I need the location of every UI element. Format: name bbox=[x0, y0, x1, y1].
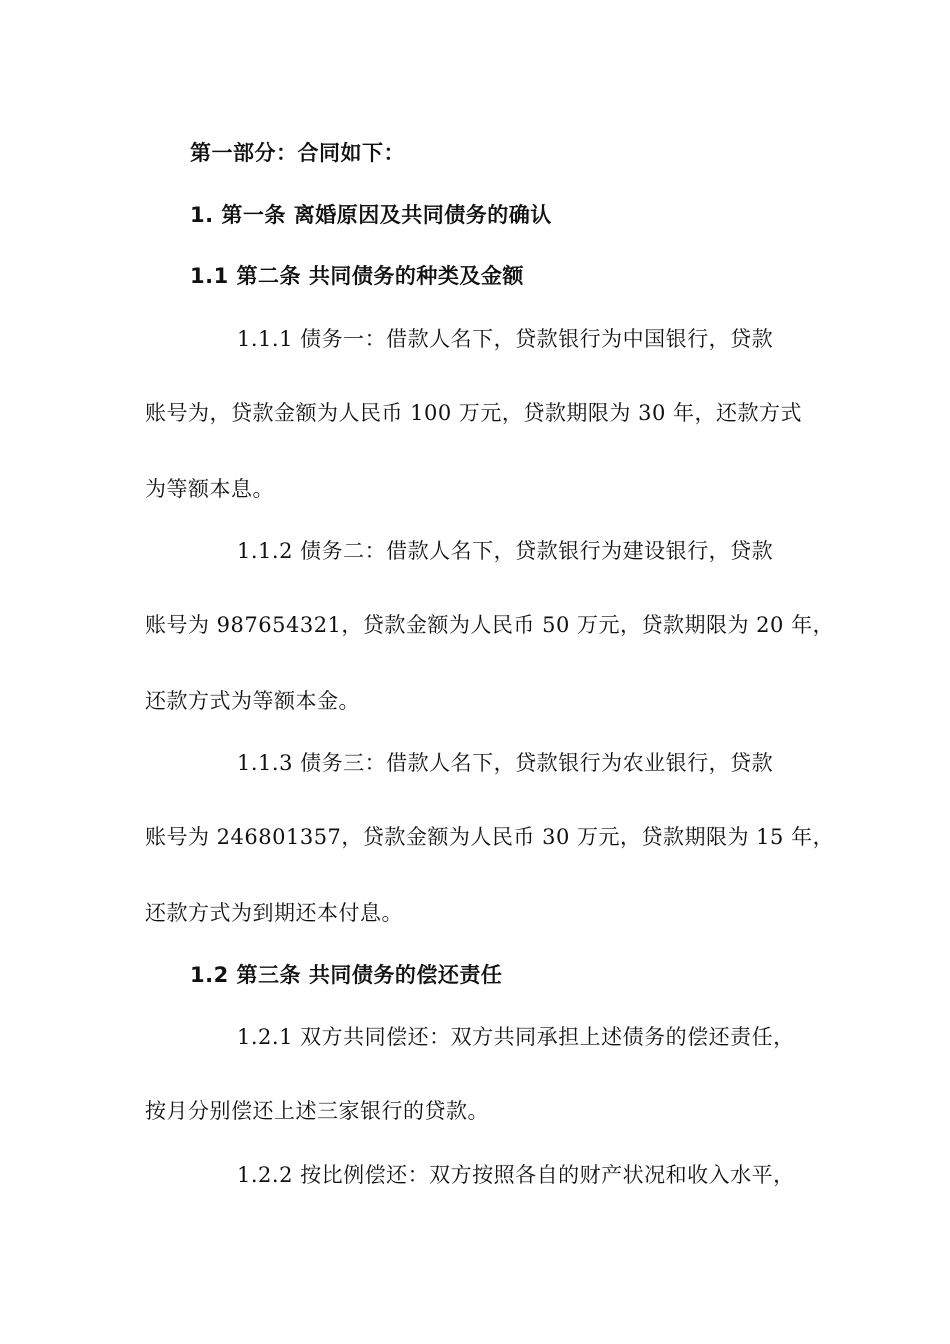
repay-1-line-2: 按月分别偿还上述三家银行的贷款。 bbox=[145, 1099, 489, 1123]
debt-2-line-1: 1.1.2 债务二：借款人名下，贷款银行为建设银行，贷款 bbox=[237, 539, 774, 563]
debt-3-line-1: 1.1.3 债务三：借款人名下，贷款银行为农业银行，贷款 bbox=[237, 751, 774, 775]
debt-1-line-2: 账号为，贷款金额为人民币 100 万元，贷款期限为 30 年，还款方式 bbox=[145, 401, 803, 425]
part-heading: 第一部分：合同如下： bbox=[190, 141, 405, 165]
repay-1-line-1: 1.2.1 双方共同偿还：双方共同承担上述债务的偿还责任， bbox=[237, 1025, 795, 1049]
debt-3-line-2: 账号为 246801357，贷款金额为人民币 30 万元，贷款期限为 15 年， bbox=[145, 825, 835, 849]
debt-1-line-3: 为等额本息。 bbox=[145, 477, 274, 501]
article-1-heading: 1. 第一条 离婚原因及共同债务的确认 bbox=[190, 203, 552, 227]
debt-1-line-1: 1.1.1 债务一：借款人名下，贷款银行为中国银行，贷款 bbox=[237, 327, 774, 351]
debt-2-line-2: 账号为 987654321，贷款金额为人民币 50 万元，贷款期限为 20 年， bbox=[145, 613, 835, 637]
debt-3-line-3: 还款方式为到期还本付息。 bbox=[145, 901, 403, 925]
repay-2-line-1: 1.2.2 按比例偿还：双方按照各自的财产状况和收入水平， bbox=[237, 1163, 795, 1187]
article-1-1-heading: 1.1 第二条 共同债务的种类及金额 bbox=[190, 264, 524, 288]
debt-2-line-3: 还款方式为等额本金。 bbox=[145, 689, 360, 713]
article-1-2-heading: 1.2 第三条 共同债务的偿还责任 bbox=[190, 963, 503, 987]
